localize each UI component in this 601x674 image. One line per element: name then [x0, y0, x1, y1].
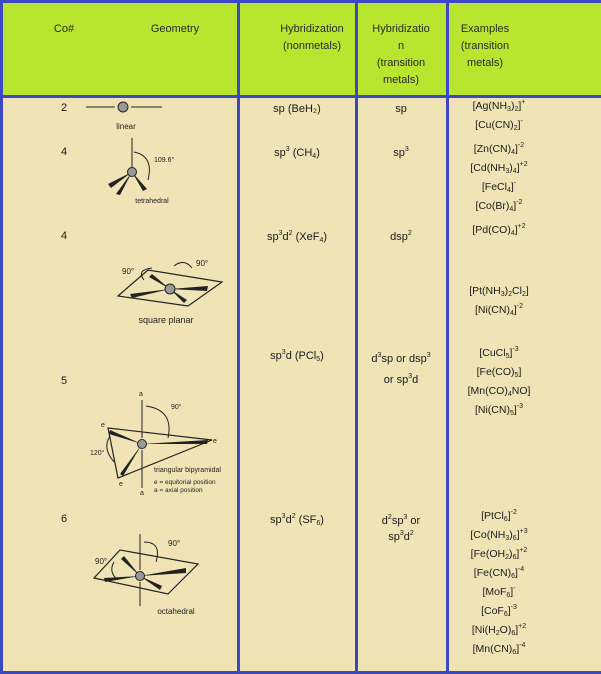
header-line: (nonmetals): [282, 40, 342, 52]
header-line: Hybridizatio: [372, 23, 430, 35]
example-item: [PtCl$_6$]$^{-2}$: [481, 509, 517, 523]
header-line: (transition: [460, 40, 510, 52]
angle-label: 90°: [196, 259, 209, 268]
header-co: Co#: [53, 23, 75, 35]
header-hybridization-nonmetals: [262, 21, 362, 55]
example-item: $[Co(NH_3)_6]^{+3}$: [470, 528, 528, 542]
examples-list: [449, 97, 549, 135]
angle-label: 109.6°: [154, 157, 175, 164]
examples-list: [449, 507, 549, 659]
hybridization-nonmetal: sp (BeH₂): [273, 103, 321, 115]
header-geometry: Geometry: [150, 23, 200, 35]
header-line: Examples: [460, 23, 510, 35]
co-number: 6: [60, 513, 68, 525]
angle-label: 90°: [168, 539, 181, 548]
example-item: $[Cd(NH_3)_4]^{+2}$: [470, 161, 528, 175]
examples-list: [449, 282, 549, 320]
header-examples: [451, 21, 519, 72]
hybridization-nonmetal: $sp^3d^2$ $(SF_6)$: [270, 513, 324, 527]
svg-text:e: e: [101, 422, 105, 429]
examples-list: [449, 221, 549, 240]
grid-line: [0, 0, 601, 3]
grid-line: [0, 0, 3, 674]
example-item: $[Co(Br)_4]^{-2}$: [475, 199, 523, 213]
example-item: $[Mn(CO)_4NO]$: [467, 385, 531, 398]
example-item: $[Pd(CO)_4]^{+2}$: [472, 223, 526, 237]
svg-text:e: e: [213, 438, 217, 445]
angle-label: 90°: [171, 404, 182, 411]
geometry-label: triangular bipyramidal: [154, 467, 221, 474]
geometry-label: tetrahedral: [135, 198, 169, 205]
header-line: Hybridization: [280, 23, 344, 35]
example-item: [FeCl$_4$]-: [481, 180, 517, 194]
hybridization-transition: dsp$^2$: [390, 230, 412, 243]
hybridization-nonmetal: $sp^3d^2$ (XeF$_4$): [266, 230, 328, 244]
hybridization-transition: $d^2sp^3$ or $sp^3d^2$: [381, 514, 421, 543]
geometry-label: linear: [116, 122, 136, 131]
example-item: $[Fe(CO)_5]$: [476, 366, 522, 379]
example-item: $[Cu(CN)_2]^-$: [475, 118, 523, 132]
legend-note: e = equitorial position: [154, 479, 216, 486]
header-line: metals): [466, 57, 504, 69]
example-item: $[Ni(CN)_5]^{-3}$: [474, 403, 524, 417]
linear-diagram: [84, 98, 168, 132]
co-number: 4: [60, 146, 68, 158]
hybridization-nonmetal: $sp^3$ $(CH_4)$: [274, 146, 320, 160]
hybridization-transition: sp: [395, 103, 407, 115]
example-item: $[Fe(CN)_6]^{-4}$: [473, 566, 525, 580]
example-item: $[CoF_6]^{-3}$: [481, 604, 517, 618]
example-item: $[Ni(CN)_4]^{-2}$: [474, 303, 524, 317]
header-line: n: [397, 40, 405, 52]
svg-text:e: e: [119, 481, 123, 488]
example-item: $[Ag(NH_3)_2]^+$: [472, 99, 526, 113]
square-planar-diagram: [112, 252, 234, 330]
geometry-label: square planar: [138, 315, 194, 325]
co-number: 5: [60, 375, 68, 387]
example-item: [CuCl$_5$]$^{-3}$: [479, 346, 519, 360]
geometry-label: octahedral: [157, 607, 195, 616]
legend-note: a = axial position: [154, 487, 203, 494]
tetrahedral-diagram: [96, 136, 206, 208]
co-number: 2: [60, 102, 68, 114]
hybridization-transition: $d^3sp$ or dsp$^3$ or $sp^3d$: [371, 352, 431, 386]
example-item: $[Zn(CN)_4]^{-2}$: [473, 142, 525, 156]
co-number: 4: [60, 230, 68, 242]
example-item: $[Mn(CN)_6]^{-4}$: [472, 642, 526, 656]
hybridization-transition: $sp^3$: [393, 146, 409, 159]
header-line: (transition: [376, 57, 426, 69]
angle-label: 120°: [90, 450, 105, 457]
octahedral-diagram: [90, 528, 210, 622]
examples-list: [449, 344, 549, 420]
angle-label: 90°: [122, 267, 135, 276]
trigonal-bipyramidal-diagram: [88, 388, 238, 496]
example-item: $[Fe(OH_2)_6]^{+2}$: [470, 547, 528, 561]
header-hybridization-transition: [361, 21, 441, 89]
example-item: [MoF$_6$]-: [482, 585, 516, 599]
examples-list: [449, 140, 549, 216]
angle-label: 90°: [95, 557, 108, 566]
example-item: $[Pt(NH_3)_2Cl_2]$: [469, 285, 529, 298]
svg-text:a: a: [140, 490, 144, 496]
svg-text:a: a: [139, 391, 143, 398]
hybridization-nonmetal: $sp^3d$ (PCl$_5$): [270, 349, 324, 363]
example-item: $[Ni(H_2O)_6]^{+2}$: [471, 623, 527, 637]
header-line: metals): [382, 74, 420, 86]
